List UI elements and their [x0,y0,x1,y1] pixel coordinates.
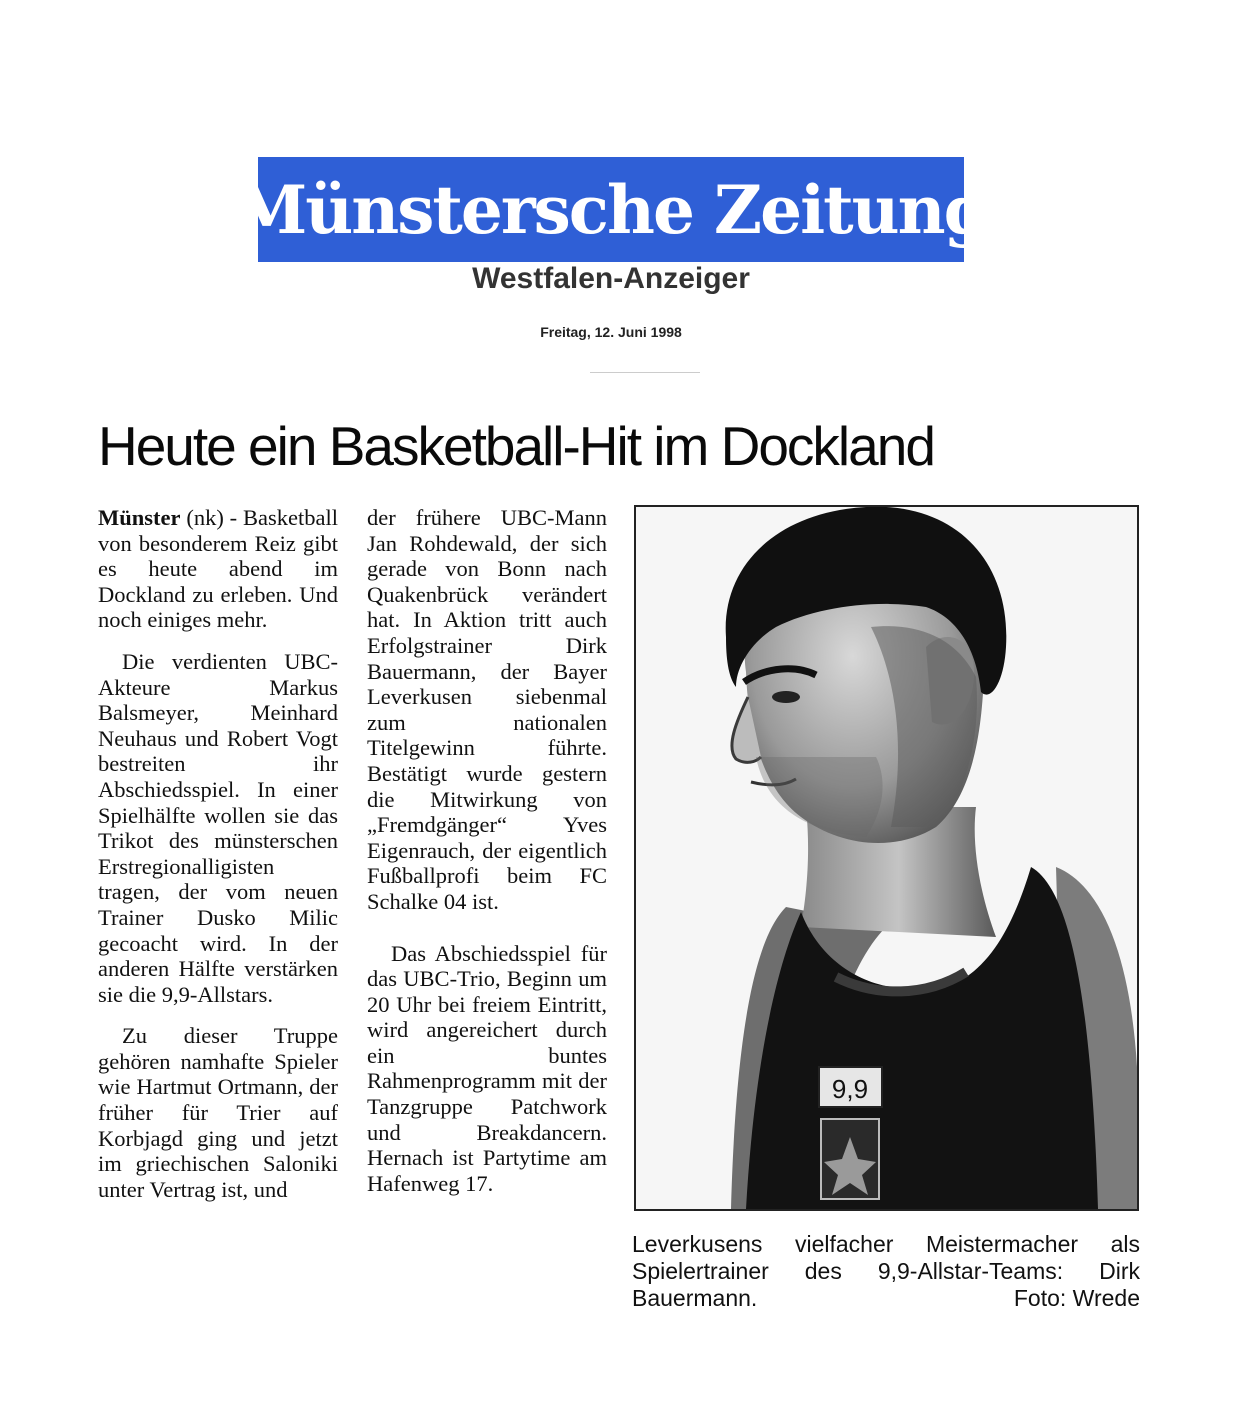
masthead-banner [234,157,988,262]
paragraph: Das Abschiedsspiel für das UBC-Trio, Beginn um 20 Uhr bei freiem Eintritt, wird angereichert durch ein buntes Rahmenprogramm mit der Tanzgruppe Patchwork und Breakdancern. Hernach ist Partytime am Hafenweg 17. [367,940,607,1196]
dateline-place: Münster [98,505,181,530]
caption-text: Leverkusens vielfacher Meistermacher als Spielertrainer des 9,9-Allstar-Teams: Dirk Bauermann. [632,1231,1140,1311]
article-column-1 [98,505,338,1202]
paragraph: Die verdienten UBC-Akteure Markus Balsmeyer, Meinhard Neuhaus und Robert Vogt bestreiten ihr Abschiedsspiel. In einer Spielhälfte wollen sie das Trikot des münsterschen Erstregionalligisten tragen, der vom neuen Trainer Dusko Milic gecoacht wird. In der anderen Hälfte verstärken sie die 9,9-Allstars. [98,648,338,1007]
photo-caption [632,1231,1140,1312]
paragraph: Zu dieser Truppe gehören namhafte Spieler wie Hartmut Ortmann, der früher für Trier auf Korbjagd ging und jetzt im griechischen Saloniki unter Vertrag ist, und [98,1023,338,1202]
article-photo [634,505,1139,1211]
article-column-2 [367,505,607,1196]
newspaper-subtitle: Westfalen-Anzeiger [472,262,750,295]
newspaper-title: Münstersche Zeitung [234,170,988,249]
divider [590,372,700,373]
publication-date: Freitag, 12. Juni 1998 [540,324,682,340]
lead-paragraph [98,505,338,633]
paragraph: der frühere UBC-Mann Jan Rohdewald, der sich gerade von Bonn nach Quakenbrück verändert hat. In Aktion tritt auch Erfolgstrainer Dirk Bauermann, der Bayer Leverkusen siebenmal zum nationalen Titelgewinn führte. Bestätigt wurde gestern die Mitwirkung von „Fremdgänger“ Yves Eigenrauch, der eigentlich Fußballprofi beim FC Schalke 04 ist. [367,505,607,914]
jersey-number: 9,9 [831,1074,869,1104]
lead-text: (nk) - Basketball von besonderem Reiz gibt es heute abend im Dockland zu erleben. Und noch einiges mehr. [98,505,338,633]
article-headline: Heute ein Basketball-Hit im Dockland [98,415,934,477]
player-portrait-image [636,507,1137,1209]
photo-credit: Foto: Wrede [1013,1285,1140,1311]
